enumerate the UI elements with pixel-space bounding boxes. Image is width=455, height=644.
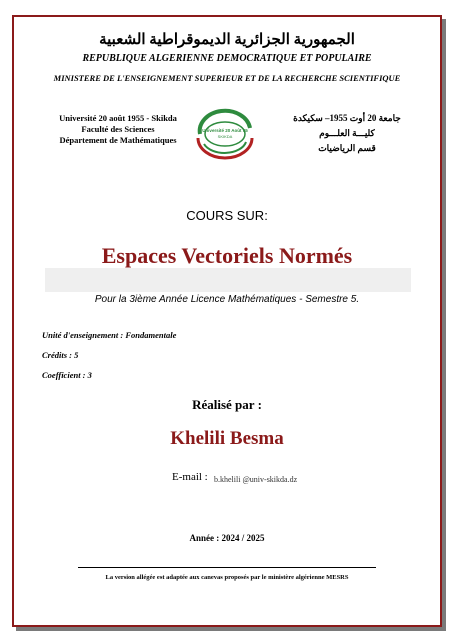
unite-info: Unité d'enseignement : Fondamentale (42, 330, 177, 340)
footer-rule (78, 567, 376, 568)
course-subtitle: Pour la 3ième Année Licence Mathématiques - Semestre 5. (94, 294, 360, 305)
page-shadow-bottom (16, 627, 446, 631)
svg-text:SKIKDA: SKIKDA (217, 134, 233, 139)
institution-arabic (282, 111, 412, 156)
author-name: Khelili Besma (170, 428, 284, 449)
faculty-name-ar: كليـــة العلـــوم (319, 128, 375, 138)
realise-label: Réalisé par : (192, 397, 262, 412)
cours-label: COURS SUR: (186, 208, 268, 223)
french-republic-title: REPUBLIQUE ALGERIENNE DEMOCRATIQUE ET POPULAIRE (82, 53, 372, 64)
email-address[interactable]: b.khelili @univ-skikda.dz (214, 475, 298, 484)
credits-info: Crédits : 5 (42, 350, 79, 360)
faculty-name-fr: Faculté des Sciences (81, 124, 155, 134)
department-name-ar: قسم الرياضيات (318, 143, 376, 153)
arabic-republic-title: الجمهورية الجزائرية الديموقراطية الشعبية (99, 32, 355, 48)
department-name-fr: Département de Mathématiques (59, 135, 177, 145)
coefficient-info: Coefficient : 3 (42, 370, 92, 380)
title-highlight-band (45, 268, 411, 292)
page-shadow-right (442, 19, 446, 631)
institution-french (38, 113, 198, 146)
academic-year: Année : 2024 / 2025 (189, 533, 265, 543)
ministry-title: MINISTERE DE L'ENSEIGNEMENT SUPERIEUR ET DE LA RECHERCHE SCIENTIFIQUE (53, 73, 401, 83)
university-name-ar: جامعة 20 أوت 1955– سكيكدة (293, 113, 401, 123)
university-logo (190, 108, 260, 160)
email-label: E-mail : (172, 471, 208, 483)
course-title: Espaces Vectoriels Normés (101, 243, 353, 268)
logo-lettering: Université 20 Août 55 (202, 128, 248, 133)
footer-note: La version allégée est adaptée aux canevas proposés par le ministère algérienne MESRS (105, 574, 349, 581)
university-name-fr: Université 20 août 1955 - Skikda (59, 113, 177, 123)
